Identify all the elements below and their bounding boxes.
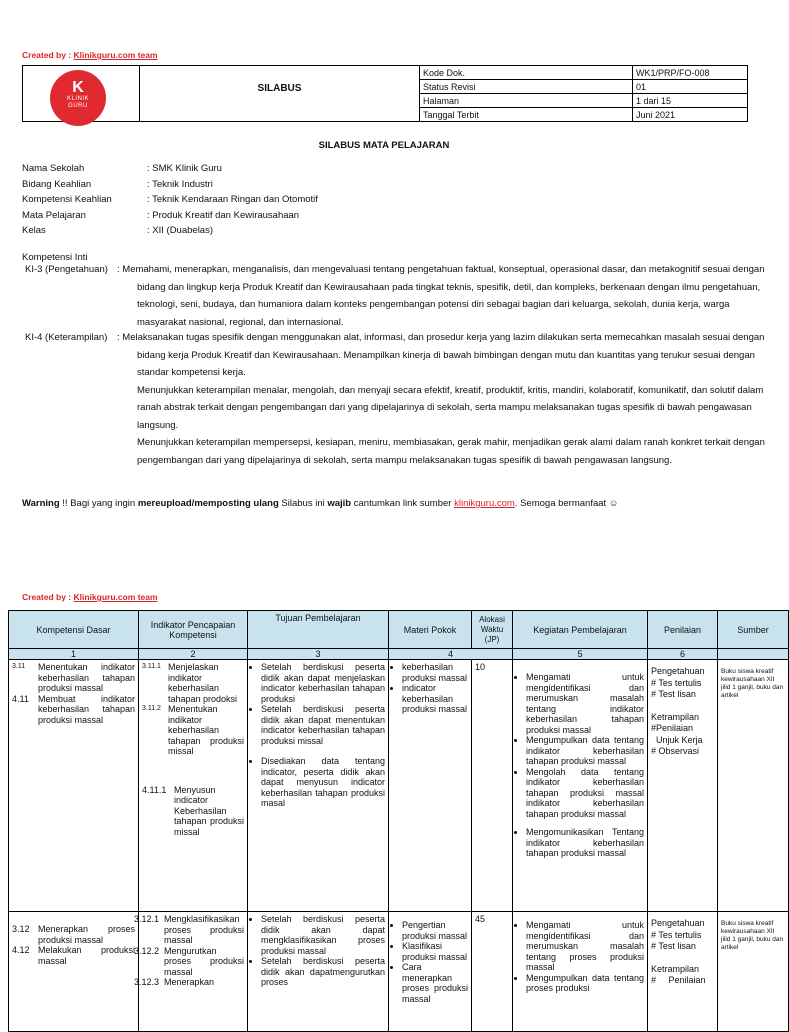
credit-line-2: Created by : Klinikguru.com team [22, 592, 158, 602]
header-value: 1 dari 15 [633, 94, 748, 108]
header-label: Kode Dok. [420, 66, 633, 80]
document-header-table [22, 65, 748, 122]
credit-link[interactable]: Klinikguru.com team [73, 592, 158, 602]
ki4-label: KI-4 (Keterampilan) [25, 332, 108, 343]
header-value: Juni 2021 [633, 108, 748, 122]
ipk-cell: 3.11.1 Menjelaskan indikator keberhasilan tahapan prodoksi 3.11.2 Menentukan indikator keberhasilan tahapan produksi missal 4.11.1 Menyusun indicator Keberhasilan tahapan produksi missal [139, 660, 248, 912]
warning-notice: Warning !! Bagi yang ingin mereupload/memposting ulang Silabus ini wajib cantumkan link sumber klinikguru.com. Semoga bermanfaat ☺ [22, 498, 619, 509]
table-row [9, 660, 789, 912]
sumber-cell: Buku siswa kreatif kewirausahaan XII jilid 1 ganjil, buku dan artikel [718, 912, 789, 1032]
credit-line: Created by : Klinikguru.com team [22, 50, 158, 60]
col-header: Kegiatan Pembelajaran [513, 611, 648, 649]
klinik-guru-logo: K KLINIK GURU [50, 70, 106, 126]
syllabus-subtitle: SILABUS MATA PELAJARAN [318, 140, 450, 151]
ki4-text: : Melaksanakan tugas spesifik dengan menggunakan alat, informasi, dan prosedur kerja yang lazim dilakukan serta memecahkan masalah sesuai dengan bidang kerja Produk Kreatif dan Kewirausahaan. Menampilkan kinerja di bawah bimbingan dengan mutu dan kuantitas yang terukur sesuai dengan standar kompetensi kerja. Menunjukkan keterampilan menalar, mengolah, dan menyaji secara efektif, kreatif, produktif, kritis, mandiri, kolaboratif, komunikatif, dan solutif dalam ranah abstrak terkait dengan pengembangan dari yang dipelajarinya di sekolah, serta mampu melaksanakan tugas spesifik di bawah pengawasan langsung. Menunjukkan keterampilan mempersepsi, kesiapan, meniru, membiasakan, gerak mahir, menjadikan gerak alami dalam ranah konkret terkait dengan pengembangan dari yang dipelajarinya di sekolah, serta mampu melaksanakan tugas spesifik di bawah pengawasan langsung. [117, 332, 765, 466]
school-info-values: : SMK Klinik Guru : Teknik Industri : Teknik Kendaraan Ringan dan Otomotif : Produk Kreatif dan Kewirausahaan : XII (Duabelas) [147, 163, 318, 236]
materi-cell: • keberhasilan produksi massal • indicator keberhasilan produksi massal [389, 660, 472, 912]
credit-link[interactable]: Klinikguru.com team [73, 50, 158, 60]
header-label: Status Revisi [420, 80, 633, 94]
tujuan-cell: • Setelah berdiskusi peserta didik akan dapat menjelaskan indicator keberhasilan tahapan produksi • Setelah berdiskusi peserta didik akan dapat menentukan indicator keberhasilan tahapan produksi missal • Disediakan data tentang indicator, peserta didik akan dapat menyusun indicator keberhasilan tahapan produksi masal [248, 660, 389, 912]
ki3-label: KI-3 (Pengetahuan) [25, 264, 108, 275]
syllabus-table: Kompetensi Dasar Indikator Pencapaian Kompetensi Tujuan Pembelajaran Materi Pokok Alokasi Waktu (JP) Kegiatan Pembelajaran Penilaian Sumber 1 2 3 4 5 6 3.11 Menentukan indikator keberhasilan tahapan produksi massal 4.11 Membuat indikator keberhasilan tahapan produksi massal 3.11.1 Menjelaskan indikator keberhasilan tahapan prodoksi 3.11.2 Menentukan indikator keberhasilan tahapan produksi missal 4.11.1 Menyusun indicator Keberhasilan tahapan produksi missal • Setelah berdiskusi peserta didik akan dapat menjelaskan indicator keberhasilan tahapan produksi • Setelah berdiskusi peserta didik akan dapat menentukan indicator keberhasilan tahapan produksi missal • Disediakan data tentang indicator, peserta didik akan dapat menyusun indicator keberhasilan tahapan produksi masal • keberhasilan produksi massal • indicator keberhasilan produksi massal 10 • Mengamati untuk mengidentifikasi dan merumuskan masalah tentang indikator keberhasilan tahapan produksi massal • Mengumpulkan data tentang indikator keberhasilan tahapan produksi massal • Mengolah data tentang indikator keberhasilan tahapan produksi massal indikator keberhasilan tahapan produksi massal • Mengomunikasikan Tentang indikator keberhasilan tahapan produksi massal Pengetahuan # Tes tertulis # Test lisan Ketrampilan #Penilaian Unjuk Kerja # Observasi Buku siswa kreatif kewirausahaan XII jilid 1 ganjil, buku dan artikel 3.12 Menerapkan proses produksi massal 4.12 Melakukan produksi massal 3.12.1 Mengklasifikasikan proses produksi massal 3.12.2 Mengurutkan proses produksi massal 3.12.3 Menerapkan • Setelah berdiskusi peserta didik akan dapat mengklasifikasikan proses produksi massal • Setelah berdiskusi peserta didik akan dapatmengurutkan proses • Pengertian produksi massal • Klasifikasi produksi massal • Cara menerapkan proses produksi massal 45 • Mengamati untuk mengidentifikasi dan merumuskan masalah tentang proses produksi massal • Mengumpulkan data tentang proses produksi Pengetahuan # Tes tertulis # Test lisan Ketrampilan # Penilaian Buku siswa kreatif kewirausahaan XII jilid 1 ganjil, buku dan artikel [8, 610, 789, 1032]
ki-heading: Kompetensi Inti [22, 252, 88, 263]
col-header: Penilaian [648, 611, 718, 649]
col-header: Kompetensi Dasar [9, 611, 139, 649]
tujuan-cell: • Setelah berdiskusi peserta didik akan dapat mengklasifikasikan proses produksi massal • Setelah berdiskusi peserta didik akan dapatmengurutkan proses [248, 912, 389, 1032]
penilaian-cell: Pengetahuan # Tes tertulis # Test lisan Ketrampilan #Penilaian Unjuk Kerja # Observasi [648, 660, 718, 912]
col-header: Sumber [718, 611, 789, 649]
header-label: Tanggal Terbit [420, 108, 633, 122]
col-header: Materi Pokok [389, 611, 472, 649]
school-info: Nama Sekolah Bidang Keahlian Kompetensi Keahlian Mata Pelajaran Kelas [22, 163, 112, 236]
header-label: Halaman [420, 94, 633, 108]
waktu-cell: 10 [472, 660, 513, 912]
waktu-cell: 45 [472, 912, 513, 1032]
kegiatan-cell: • Mengamati untuk mengidentifikasi dan merumuskan masalah tentang proses produksi massal • Mengumpulkan data tentang proses produksi [513, 912, 648, 1032]
source-link[interactable]: klinikguru.com [454, 498, 515, 509]
ki3-text: : Memahami, menerapkan, menganalisis, dan mengevaluasi tentang pengetahuan faktual, konseptual, operasional dasar, dan metakognitif sesuai dengan bidang dan lingkup kerja Produk Kreatif dan Kewirausahaan pada tingkat teknis, spesifik, detil, dan kompleks, berkenaan dengan ilmu pengetahuan, teknologi, seni, budaya, dan humaniora dalam konteks pengembangan potensi diri sebagai bagian dari keluarga, sekolah, dunia kerja, warga masyarakat nasional, regional, dan internasional. [117, 264, 765, 328]
penilaian-cell: Pengetahuan # Tes tertulis # Test lisan Ketrampilan # Penilaian [648, 912, 718, 1032]
col-header: Indikator Pencapaian Kompetensi [139, 611, 248, 649]
kd-cell: 3.11 Menentukan indikator keberhasilan tahapan produksi massal 4.11 Membuat indikator keberhasilan tahapan produksi massal [9, 660, 139, 912]
kegiatan-cell: • Mengamati untuk mengidentifikasi dan merumuskan masalah tentang indikator keberhasilan tahapan produksi massal • Mengumpulkan data tentang indikator keberhasilan tahapan produksi massal • Mengolah data tentang indikator keberhasilan tahapan produksi massal indikator keberhasilan tahapan produksi massal • Mengomunikasikan Tentang indikator keberhasilan tahapan produksi massal [513, 660, 648, 912]
header-title-cell [140, 66, 420, 122]
sumber-cell: Buku siswa kreatif kewirausahaan XII jilid 1 ganjil, buku dan artikel [718, 660, 789, 912]
materi-cell: • Pengertian produksi massal • Klasifikasi produksi massal • Cara menerapkan proses produksi massal [389, 912, 472, 1032]
table-row [9, 912, 789, 1032]
col-header: Tujuan Pembelajaran [248, 611, 389, 649]
ipk-cell: 3.12.1 Mengklasifikasikan proses produksi massal 3.12.2 Mengurutkan proses produksi massal 3.12.3 Menerapkan [139, 912, 248, 1032]
header-value: WK1/PRP/FO-008 [633, 66, 748, 80]
logo-glyph: K [72, 79, 84, 96]
header-value: 01 [633, 80, 748, 94]
kd-cell: 3.12 Menerapkan proses produksi massal 4.12 Melakukan produksi massal [9, 912, 139, 1032]
col-header: Alokasi Waktu (JP) [472, 611, 513, 649]
document-title: SILABUS [257, 83, 302, 94]
